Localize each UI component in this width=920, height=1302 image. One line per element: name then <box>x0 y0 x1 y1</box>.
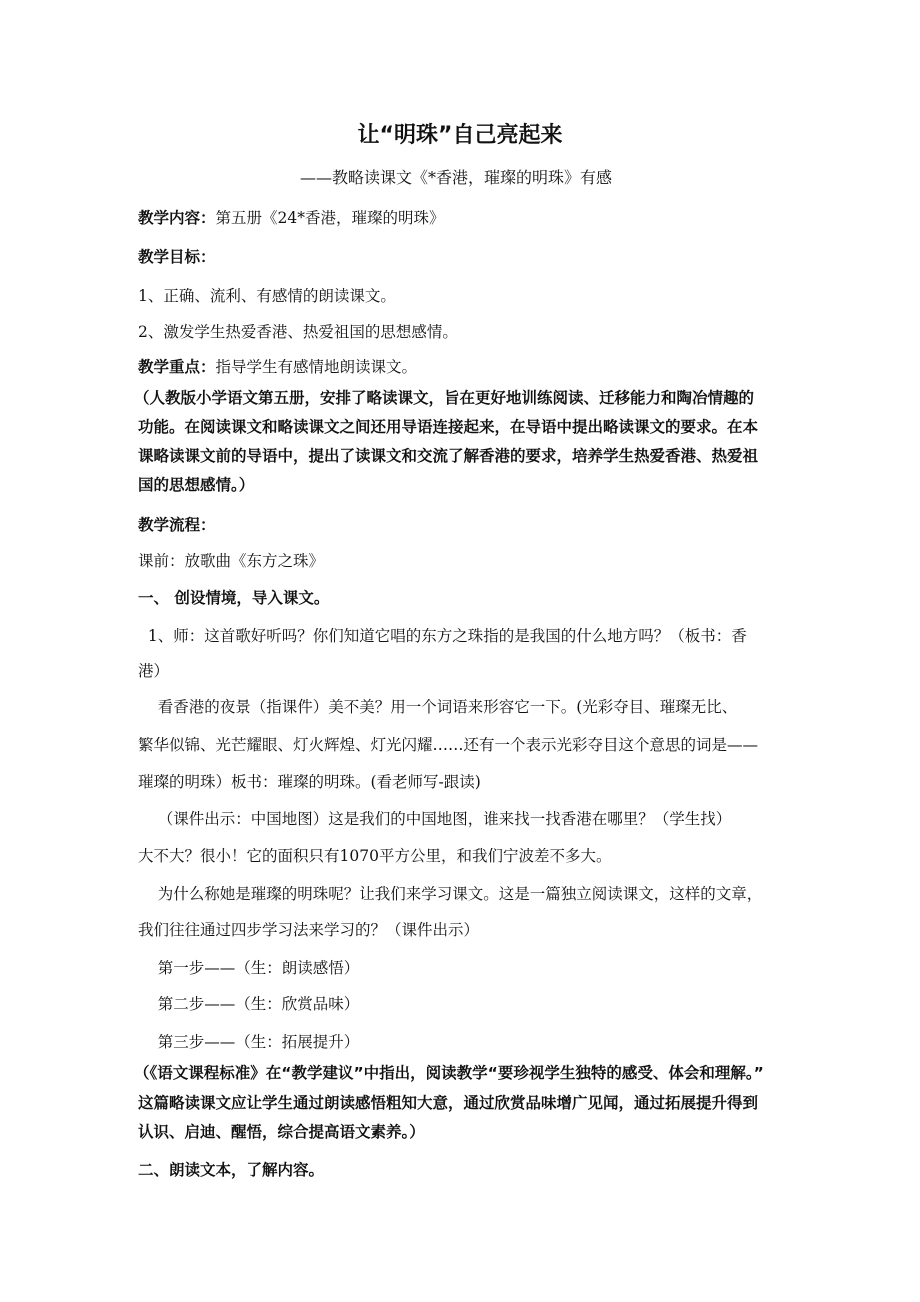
para2-line-1: 看香港的夜景（指课件）美不美？用一个词语来形容它一下。(光彩夺目、璀璨无比、 <box>138 698 738 716</box>
before-class: 课前：放歌曲《东方之珠》 <box>138 552 325 570</box>
note1-line-2: 功能。在阅读课文和略读课文之间还用导语连接起来，在导语中提出略读课文的要求。在本 <box>138 418 759 436</box>
step-2: 第二步——（生：欣赏品味） <box>138 995 360 1013</box>
para2-line-3: 璀璨的明珠）板书：璀璨的明珠。(看老师写-跟读) <box>138 773 481 791</box>
para3-line-2: 大不大？很小！它的面积只有1070平方公里，和我们宁波差不多大。 <box>138 847 612 865</box>
para1-line-1: 1、师：这首歌好听吗？你们知道它唱的东方之珠指的是我国的什么地方吗？（板书：香 <box>138 627 747 645</box>
note2-line-1: （《语文课程标准》在“教学建议”中指出，阅读教学“要珍视学生独特的感受、体会和理解。” <box>134 1064 764 1082</box>
step-3: 第三步——（生：拓展提升） <box>138 1033 360 1051</box>
teaching-content-text: 第五册《24*香港，璀璨的明珠》 <box>215 209 445 227</box>
process-label: 教学流程： <box>138 516 216 534</box>
note2-line-3: 认识、启迪、醒悟，综合提高语文素养。） <box>138 1123 425 1141</box>
note1-line-1: （人教版小学语文第五册，安排了略读课文，旨在更好地训练阅读、迁移能力和陶冶情趣的 <box>134 389 755 407</box>
note1-line-3: 课略读课文前的导语中，提出了读课文和交流了解香港的要求，培养学生热爱香港、热爱祖 <box>138 447 759 465</box>
note2-line-2: 这篇略读课文应让学生通过朗读感悟粗知大意，通过欣赏品味增广见闻，通过拓展提升得到 <box>138 1094 759 1112</box>
goal-item-2: 2、激发学生热爱香港、热爱祖国的思想感情。 <box>138 323 458 341</box>
goal-item-1: 1、正确、流利、有感情的朗读课文。 <box>138 287 396 305</box>
teaching-goals-label: 教学目标： <box>138 248 216 266</box>
teaching-focus-text: 指导学生有感情地朗读课文。 <box>215 358 418 376</box>
teaching-focus-label: 教学重点： <box>138 358 216 376</box>
teaching-focus <box>138 357 788 377</box>
note1-line-4: 国的思想感情。） <box>138 476 255 494</box>
section-2-heading: 二、朗读文本，了解内容。 <box>138 1161 325 1179</box>
section-1-heading: 一、 创设情境，导入课文。 <box>138 589 330 607</box>
para1-line-2: 港） <box>138 662 170 680</box>
document-subtitle: ——教略读课文《*香港，璀璨的明珠》有感 <box>300 168 613 187</box>
teaching-content <box>138 208 788 228</box>
para3-line-1: （课件出示：中国地图）这是我们的中国地图，谁来找一找香港在哪里？（学生找） <box>138 810 732 828</box>
document-title: 让“明珠”自己亮起来 <box>357 123 563 148</box>
step-1: 第一步——（生：朗读感悟） <box>138 959 360 977</box>
para4-line-2: 我们往往通过四步学习法来学习的？（课件出示） <box>138 921 480 939</box>
para4-line-1: 为什么称她是璀璨的明珠呢？让我们来学习课文。这是一篇独立阅读课文，这样的文章， <box>138 885 763 903</box>
teaching-content-label: 教学内容： <box>138 209 216 227</box>
para2-line-2: 繁华似锦、光芒耀眼、灯火辉煌、灯光闪耀……还有一个表示光彩夺目这个意思的词是—— <box>138 736 759 754</box>
